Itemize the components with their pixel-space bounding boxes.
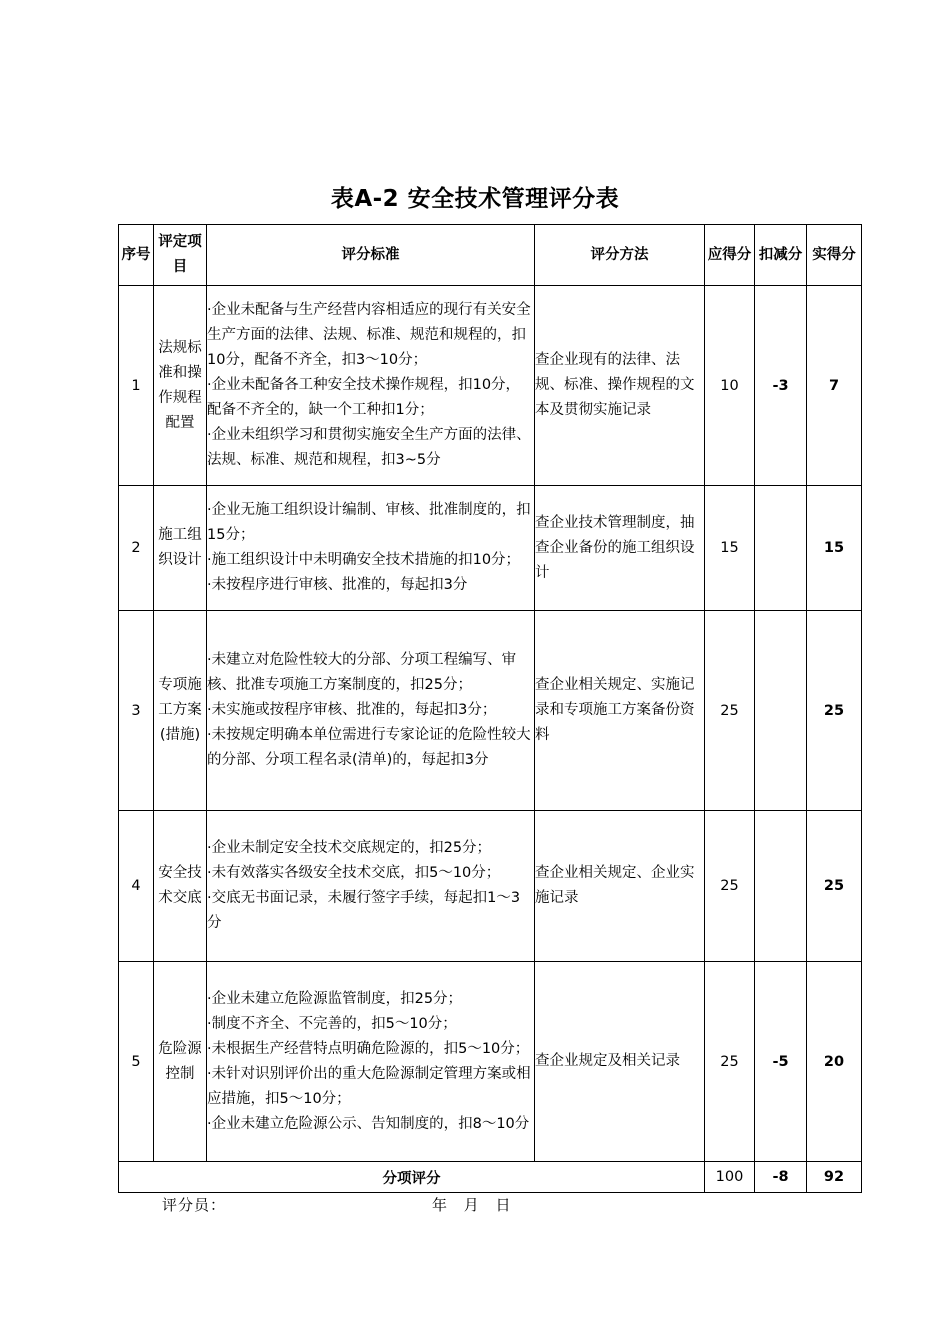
header-method: 评分方法: [535, 225, 705, 286]
table-row: [119, 811, 862, 962]
row-points: 25: [705, 611, 755, 811]
standard-line: ·企业未配备各工种安全技术操作规程，扣10分，配备不齐全的，缺一个工种扣1分；: [207, 377, 521, 418]
standard-line: ·企业无施工组织设计编制、审核、批准制度的，扣15分；: [207, 502, 531, 543]
summary-deduct: -8: [755, 1162, 807, 1193]
header-item: 评定项目: [154, 225, 207, 286]
row-actual: 20: [807, 962, 862, 1162]
standard-line: ·未按规定明确本单位需进行专家论证的危险性较大的分部、分项工程名录(清单)的，每起扣3分: [207, 727, 531, 768]
standard-line: ·企业未建立危险源公示、告知制度的，扣8～10分: [207, 1115, 530, 1132]
table-row: [119, 486, 862, 611]
page-title: 表A-2 安全技术管理评分表: [330, 186, 620, 212]
row-standard: [207, 962, 535, 1162]
row-method: 查企业现有的法律、法规、标准、操作规程的文本及贯彻实施记录: [535, 286, 705, 486]
row-deduct: -5: [755, 962, 807, 1162]
row-item: 法规标准和操作规程配置: [154, 286, 207, 486]
standard-line: ·未实施或按程序审核、批准的，每起扣3分；: [207, 702, 497, 718]
row-item: 专项施工方案(措施): [154, 611, 207, 811]
standard-line: ·未根据生产经营特点明确危险源的，扣5～10分；: [207, 1040, 530, 1057]
row-points: 25: [705, 811, 755, 962]
standard-line: ·未有效落实各级安全技术交底，扣5～10分；: [207, 865, 501, 881]
standard-line: ·施工组织设计中未明确安全技术措施的扣10分；: [207, 552, 521, 568]
row-points: 10: [705, 286, 755, 486]
row-item: 施工组织设计: [154, 486, 207, 611]
header-row: [119, 225, 862, 286]
header-actual: 实得分: [807, 225, 862, 286]
header-deduct: 扣减分: [755, 225, 807, 286]
row-item: 安全技术交底: [154, 811, 207, 962]
row-actual: 7: [807, 286, 862, 486]
standard-line: ·未按程序进行审核、批准的，每起扣3分: [207, 577, 468, 593]
standard-line: ·企业未配备与生产经营内容相适应的现行有关安全生产方面的法律、法规、标准、规范和规程的，扣10分，配备不齐全，扣3～10分；: [207, 302, 531, 368]
standard-line: ·未针对识别评价出的重大危险源制定管理方案或相应措施，扣5～10分；: [207, 1065, 531, 1107]
row-item: 危险源控制: [154, 962, 207, 1162]
row-actual: 25: [807, 811, 862, 962]
header-no: 序号: [119, 225, 154, 286]
row-points: 15: [705, 486, 755, 611]
row-standard: [207, 811, 535, 962]
standard-line: ·企业未制定安全技术交底规定的，扣25分；: [207, 840, 492, 856]
score-table: [118, 224, 862, 1193]
standard-line: ·企业未组织学习和贯彻实施安全生产方面的法律、法规、标准、规范和规程，扣3~5分: [207, 427, 531, 468]
row-standard: [207, 486, 535, 611]
header-standard: 评分标准: [207, 225, 535, 286]
rater-label: 评分员：: [162, 1196, 227, 1214]
row-no: 3: [119, 611, 154, 811]
row-no: 4: [119, 811, 154, 962]
date-label: 年 月 日: [432, 1196, 512, 1214]
standard-line: ·制度不齐全、不完善的，扣5～10分；: [207, 1015, 457, 1032]
summary-actual: 92: [807, 1162, 862, 1193]
row-deduct: [755, 811, 807, 962]
header-points: 应得分: [705, 225, 755, 286]
row-deduct: [755, 486, 807, 611]
row-no: 5: [119, 962, 154, 1162]
row-method: 查企业规定及相关记录: [535, 962, 705, 1162]
table-row: [119, 611, 862, 811]
summary-points: 100: [705, 1162, 755, 1193]
row-actual: 25: [807, 611, 862, 811]
standard-line: ·企业未建立危险源监管制度，扣25分；: [207, 990, 463, 1007]
row-method: 查企业相关规定、实施记录和专项施工方案备份资料: [535, 611, 705, 811]
standard-line: ·未建立对危险性较大的分部、分项工程编写、审核、批准专项施工方案制度的，扣25分；: [207, 652, 517, 693]
row-deduct: -3: [755, 286, 807, 486]
summary-label: 分项评分: [119, 1162, 705, 1193]
row-method: 查企业技术管理制度，抽查企业备份的施工组织设计: [535, 486, 705, 611]
row-no: 2: [119, 486, 154, 611]
table-row: [119, 962, 862, 1162]
row-standard: [207, 286, 535, 486]
summary-row: [119, 1162, 862, 1193]
standard-line: ·交底无书面记录，未履行签字手续，每起扣1～3分: [207, 890, 521, 931]
row-standard: [207, 611, 535, 811]
row-method: 查企业相关规定、企业实施记录: [535, 811, 705, 962]
row-points: 25: [705, 962, 755, 1162]
table-row: [119, 286, 862, 486]
row-actual: 15: [807, 486, 862, 611]
row-deduct: [755, 611, 807, 811]
row-no: 1: [119, 286, 154, 486]
